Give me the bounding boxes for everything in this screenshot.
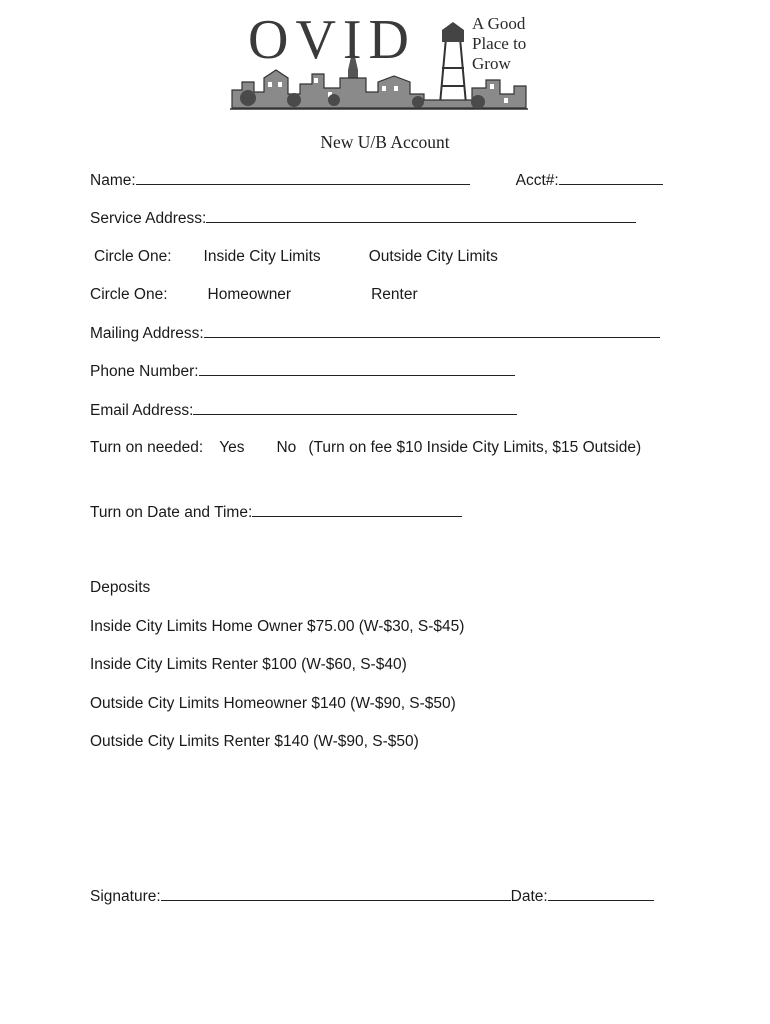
acct-field[interactable] (559, 170, 663, 185)
renter-option[interactable]: Renter (371, 286, 418, 303)
signature-row (90, 886, 654, 907)
turn-on-no-option[interactable]: No (276, 439, 297, 456)
service-address-field[interactable] (206, 208, 636, 223)
turn-on-date-row (90, 502, 462, 523)
service-address-label: Service Address: (90, 210, 207, 227)
inside-city-limits-option[interactable]: Inside City Limits (203, 248, 321, 265)
turn-on-date-field[interactable] (252, 502, 462, 517)
turn-on-date-label: Turn on Date and Time: (90, 504, 253, 521)
city-limits-row (94, 247, 498, 267)
tagline-line-3: Grow (472, 54, 511, 73)
ovid-logo (228, 8, 532, 118)
deposit-item: Outside City Limits Renter $140 (W-$90, S-$50) (90, 733, 419, 750)
date-field[interactable] (548, 886, 654, 901)
deposit-item: Inside City Limits Renter $100 (W-$60, S-$40) (90, 656, 407, 673)
ownership-row (90, 285, 418, 305)
phone-number-field[interactable] (199, 361, 515, 376)
signature-field[interactable] (161, 886, 511, 901)
mailing-address-row (90, 323, 660, 344)
phone-number-row (90, 361, 515, 382)
outside-city-limits-option[interactable]: Outside City Limits (368, 248, 498, 265)
date-label: Date: (510, 888, 548, 905)
service-address-row (90, 208, 636, 229)
signature-label: Signature: (90, 888, 161, 905)
name-label: Name: (90, 172, 136, 189)
email-address-field[interactable] (193, 400, 517, 415)
name-row (90, 170, 663, 191)
deposits-heading: Deposits (90, 579, 151, 596)
turn-on-needed-label: Turn on needed: (90, 439, 204, 456)
turn-on-yes-option[interactable]: Yes (219, 439, 245, 456)
tagline-line-2: Place to (472, 34, 527, 53)
acct-label: Acct#: (515, 172, 559, 189)
email-address-label: Email Address: (90, 402, 194, 419)
mailing-address-field[interactable] (204, 323, 660, 338)
form-title: New U/B Account (320, 132, 450, 152)
tagline-line-1: A Good (472, 14, 526, 33)
email-address-row (90, 400, 517, 421)
logo-tagline (472, 14, 526, 74)
deposit-item: Outside City Limits Homeowner $140 (W-$90, S-$50) (90, 695, 456, 712)
turn-on-needed-row (90, 438, 641, 458)
circle-one-label: Circle One: (90, 286, 168, 303)
deposit-item: Inside City Limits Home Owner $75.00 (W-$30, S-$45) (90, 618, 465, 635)
turn-on-fee-note: (Turn on fee $10 Inside City Limits, $15 Outside) (308, 439, 642, 456)
logo-wordmark: OVID (248, 9, 416, 71)
circle-one-label: Circle One: (94, 248, 172, 265)
mailing-address-label: Mailing Address: (90, 325, 204, 342)
homeowner-option[interactable]: Homeowner (207, 286, 292, 303)
phone-number-label: Phone Number: (90, 363, 199, 380)
name-field[interactable] (136, 170, 470, 185)
